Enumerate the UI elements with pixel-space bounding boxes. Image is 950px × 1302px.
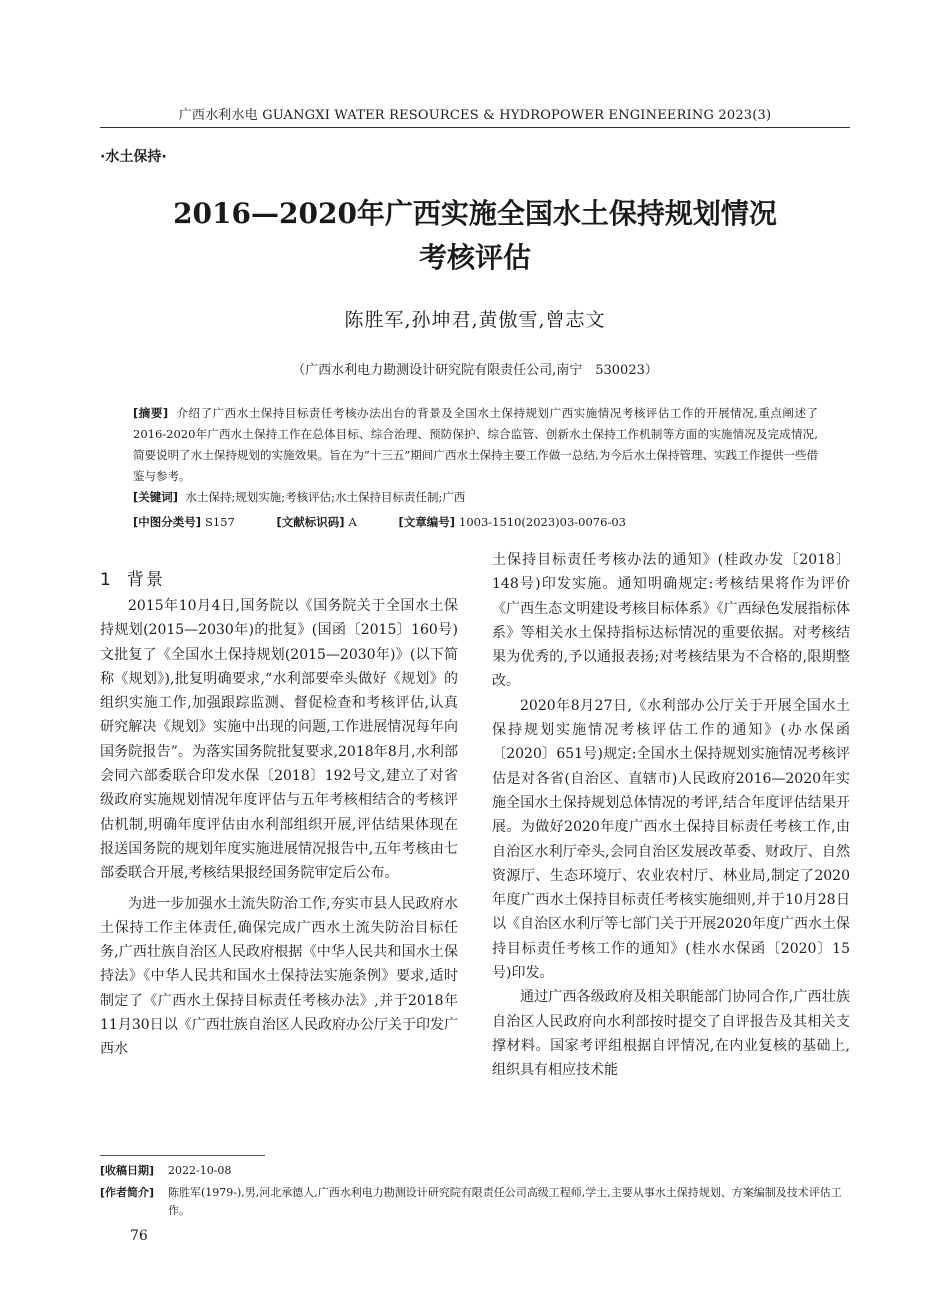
author-list: 陈胜军,孙坤君,黄傲雪,曾志文: [344, 309, 606, 331]
section-number: 1: [100, 570, 113, 590]
article-id-label: [文章编号]: [398, 515, 455, 529]
paragraph: 通过广西各级政府及相关职能部门协同合作,广西壮族自治区人民政府向水利部按时提交了自评报告及其相关支撑材料。国家考评组根据自评情况,在内业复核的基础上,组织具有相应技术能: [492, 989, 850, 1079]
article-id-value: 1003-1510(2023)03-0076-03: [459, 515, 626, 529]
doc-code-value: A: [348, 515, 357, 529]
running-header: 广西水利水电 GUANGXI WATER RESOURCES & HYDROPOWER ENGINEERING 2023(3): [178, 108, 772, 123]
title-line-1: 2016—2020年广西实施全国水土保持规划情况: [173, 197, 777, 230]
author-bio: 陈胜军(1979-),男,河北承德人,广西水利电力勘测设计研究院有限责任公司高级工程师,学士,主要从事水土保持规划、方案编制及技术评估工作。: [168, 1186, 842, 1217]
section-title: 背景: [126, 570, 165, 590]
abstract-block: [133, 403, 818, 508]
right-column: [492, 548, 850, 1083]
paragraph: 2020年8月27日,《水利部办公厅关于开展全国水土保持规划实施情况考核评估工作的通知》(办水保函〔2020〕651号)规定:全国水土保持规划实施情况考核评估是对各省(自治区、直辖市)人民政府2016—2020年实施全国水土保持规划总体情况的考评,结合年度评估结果开展。为做好2020年度广西水土保持目标责任考核工作,由自治区水利厅牵头,会同自治区发展改革委、财政厅、自然资源厅、生态环境厅、农业农村厅、林业局,制定了2020年度广西水土保持目标责任考核实施细则,并于10月28日以《自治区水利厅等七部门关于开展2020年度广西水土保持目标责任考核工作的通知》(桂水水保函〔2020〕15号)印发。: [492, 697, 850, 982]
keywords-text: 水土保持;规划实施;考核评估;水土保持目标责任制;广西: [185, 490, 466, 504]
classification-row: [133, 514, 833, 530]
paragraph: 为进一步加强水土流失防治工作,夯实市县人民政府水土保持工作主体责任,确保完成广西水土流失防治目标任务,广西壮族自治区人民政府根据《中华人民共和国水土保持法》《中华人民共和国水土保持法实施条例》要求,适时制定了《广西水土保持目标责任考核办法》,并于2018年11月30日以《广西壮族自治区人民政府办公厅关于印发广西水: [100, 895, 458, 1058]
article-title: [100, 192, 850, 280]
abstract: [133, 403, 818, 487]
abstract-text: 介绍了广西水土保持目标责任考核办法出台的背景及全国水土保持规划广西实施情况考核评估工作的开展情况,重点阐述了2016-2020年广西水土保持工作在总体目标、综合治理、预防保护、综合监管、创新水土保持工作机制等方面的实施情况及完成情况,简要说明了水土保持规划的实施效果。旨在为“十三五”期间广西水土保持主要工作做一总结,为今后水土保持管理、实践工作提供一些借鉴与参考。: [133, 406, 819, 483]
received-label: [收稿日期]: [100, 1164, 155, 1177]
paragraph: 2015年10月4日,国务院以《国务院关于全国水土保持规划(2015—2030年)的批复》(国函〔2015〕160号)文批复了《全国水土保持规划(2015—2030年)》(以下简称《规划》),批复明确要求,“水利部要牵头做好《规划》的组织实施工作,加强跟踪监测、督促检查和考核评估,认真研究解决《规划》实施中出现的问题,工作进展情况每年向国务院报告”。为落实国务院批复要求,2018年8月,水利部会同六部委联合印发水保〔2018〕192号文,建立了对省级政府实施规划情况年度评估与五年考核相结合的考核评估机制,明确年度评估由水利部组织开展,评估结果体现在报送国务院的规划年度实施进展情况报告中,五年考核由七部委联合开展,考核结果报经国务院审定后公布。: [100, 598, 458, 882]
abstract-label: [摘要]: [133, 406, 169, 420]
received-date: 2022-10-08: [168, 1164, 232, 1177]
clc-value: S157: [205, 515, 235, 529]
author-bio-note: [100, 1184, 852, 1220]
doc-code-label: [文献标识码]: [276, 515, 345, 529]
keywords-label: [关键词]: [133, 490, 179, 504]
page-number: 76: [130, 1228, 148, 1244]
footnote-rule: [100, 1155, 265, 1156]
section-heading-background: [100, 566, 458, 594]
received-date-note: [100, 1162, 852, 1180]
header-rule: [100, 127, 850, 128]
title-line-2: 考核评估: [418, 241, 531, 274]
clc-label: [中图分类号]: [133, 515, 202, 529]
left-column: [100, 548, 458, 1062]
paragraph: 土保持目标责任考核办法的通知》(桂政办发〔2018〕148号)印发实施。通知明确规定:考核结果将作为评价《广西生态文明建设考核目标体系》《广西绿色发展指标体系》等相关水土保持指标达标情况的重要依据。对考核结果为优秀的,予以通报表扬;对考核结果为不合格的,限期整改。: [492, 552, 850, 690]
section-tag: ·水土保持·: [100, 149, 167, 165]
affiliation: （广西水利电力勘测设计研究院有限责任公司,南宁 530023）: [292, 363, 658, 378]
keywords: [133, 487, 818, 508]
author-bio-label: [作者简介]: [100, 1186, 155, 1199]
